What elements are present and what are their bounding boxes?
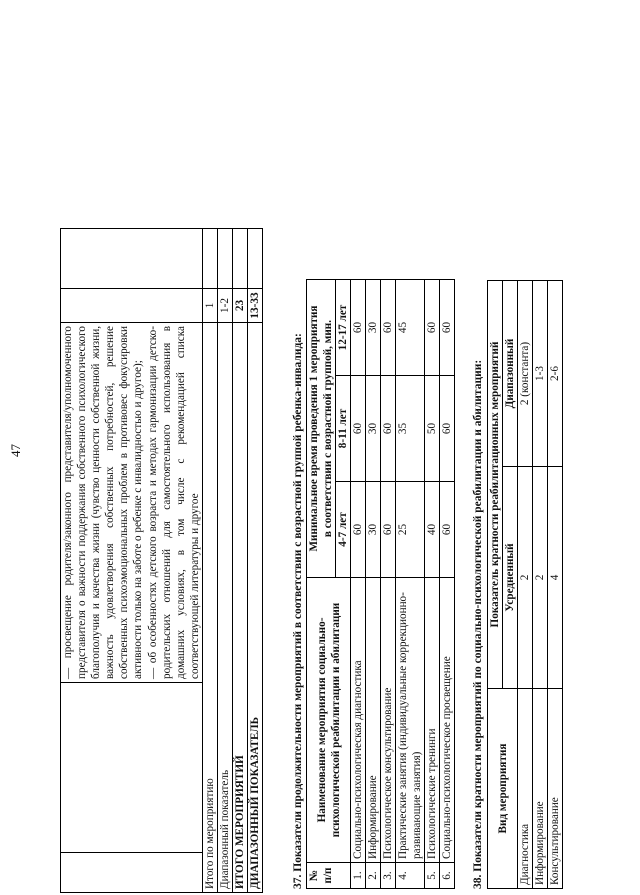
- table-row: [61, 229, 203, 893]
- table-cell: [61, 853, 203, 893]
- row-value: 30: [366, 280, 381, 376]
- row-value: 60: [440, 280, 455, 376]
- row-name: Информирование: [366, 578, 381, 863]
- col-header-group: Показатель кратности реабилитационных мероприятий: [488, 281, 503, 689]
- row-value: 1: [203, 289, 218, 323]
- page-number: 47: [8, 444, 23, 457]
- table-37-caption: 37. Показатели продолжительности мероприятий в соответствии с возрастной группой ребенка-инвалида:: [292, 333, 304, 889]
- row-name: Практические занятия (индивидуальные коррекционно-развивающие занятия): [396, 578, 425, 863]
- table-cell: [61, 683, 203, 853]
- row-value: 45: [396, 280, 425, 376]
- age-header: 4-7 лет: [336, 482, 351, 578]
- row-label: Итого по мероприятию: [203, 323, 218, 893]
- row-value: 35: [396, 376, 425, 482]
- table-row: [351, 280, 366, 889]
- content-paragraph: — просвещение родителя/законного представителя/уполномоченного представителя о важности поддержания собственного психологического благополучия и качества жизни (чувство ценности собственной жизни, важность удовлетворения собственных потребностей, решение собственных психоэмоциональных проблем в противовес фокусировки активности только на заботе о ребенке с инвалидностью и другое);: [62, 326, 144, 679]
- row-name: Консультирование: [548, 689, 563, 889]
- row-num: 2.: [366, 863, 381, 889]
- row-name: Психологические тренинги: [425, 578, 440, 863]
- row-num: 6.: [440, 863, 455, 889]
- row-value: 60: [425, 280, 440, 376]
- row-name: Диагностика: [518, 689, 533, 889]
- table-row: [425, 280, 440, 889]
- row-name: Психологическое консультирование: [381, 578, 396, 863]
- col-header-num: № п/п: [307, 863, 351, 889]
- row-value: 30: [366, 482, 381, 578]
- table-header-row: [488, 281, 503, 889]
- row-avg: 4: [548, 467, 563, 689]
- row-value: 60: [351, 482, 366, 578]
- table-row: [203, 229, 218, 893]
- table-row: [218, 229, 233, 893]
- row-num: 3.: [381, 863, 396, 889]
- row-name: Информирование: [533, 689, 548, 889]
- row-value: 1-2: [218, 289, 233, 323]
- row-label: Диапазонный показатель: [218, 323, 233, 893]
- row-value: 30: [366, 376, 381, 482]
- col-header-time: Минимальное время проведения 1 мероприятия: [307, 280, 322, 578]
- table-cell: [248, 229, 263, 289]
- col-header-range: Диапазонный: [503, 281, 518, 467]
- table-row: [548, 281, 563, 889]
- age-header: 12-17 лет: [336, 280, 351, 376]
- row-range: 2-6: [548, 281, 563, 467]
- row-value: 25: [396, 482, 425, 578]
- row-name: Социально-психологическое просвещение: [440, 578, 455, 863]
- measures-summary-table: [60, 228, 263, 893]
- table-row: [248, 229, 263, 893]
- row-value: 60: [440, 482, 455, 578]
- row-num: 5.: [425, 863, 440, 889]
- row-name: Социально-психологическая диагностика: [351, 578, 366, 863]
- row-avg: 2: [533, 467, 548, 689]
- table-cell: [218, 229, 233, 289]
- row-value: 60: [381, 280, 396, 376]
- row-value: 60: [381, 482, 396, 578]
- row-value: 50: [425, 376, 440, 482]
- row-value: 60: [440, 376, 455, 482]
- table-row: [533, 281, 548, 889]
- row-range: 1-3: [533, 281, 548, 467]
- age-header: 8-11 лет: [336, 376, 351, 482]
- table-row: [396, 280, 425, 889]
- table-row: [381, 280, 396, 889]
- content-cell: [61, 323, 203, 683]
- col-header-name: Наименование мероприятия социально-психологической реабилитации и абилитации: [307, 578, 351, 863]
- range-label: ДИАПАЗОННЫЙ ПОКАЗАТЕЛЬ: [248, 323, 263, 893]
- duration-table: [306, 279, 455, 889]
- row-value: 60: [351, 280, 366, 376]
- total-label: ИТОГО МЕРОПРИЯТИЙ: [233, 323, 248, 893]
- table-row: [518, 281, 533, 889]
- col-header-time-sub: в соответствии с возрастной группой, мин.: [321, 280, 336, 578]
- frequency-table: [487, 280, 563, 889]
- row-value: 60: [381, 376, 396, 482]
- table-38-caption: 38. Показатели кратности мероприятий по социально-психологической реабилитации и абилитации:: [472, 359, 484, 889]
- row-num: 4.: [396, 863, 425, 889]
- row-num: 1.: [351, 863, 366, 889]
- table-row: [233, 229, 248, 893]
- content-paragraph: — об особенностях детского возраста и методах гармонизации детско-родительских отношений для самостоятельного использования в домашних условиях, в том числе с рекомендацией списка соответствующей литературы и другое: [147, 326, 201, 679]
- row-range: 2 (константа): [518, 281, 533, 467]
- table-header-row: [307, 280, 322, 889]
- table-row: [366, 280, 381, 889]
- table-cell: [61, 229, 203, 289]
- col-header-type: Вид мероприятия: [488, 689, 518, 889]
- row-value: 60: [351, 376, 366, 482]
- row-value: 40: [425, 482, 440, 578]
- table-row: [440, 280, 455, 889]
- table-cell: [233, 229, 248, 289]
- table-cell: [203, 229, 218, 289]
- total-value: 23: [233, 289, 248, 323]
- range-value: 13-33: [248, 289, 263, 323]
- table-cell: [61, 289, 203, 323]
- col-header-avg: Усредненный: [503, 467, 518, 689]
- row-avg: 2: [518, 467, 533, 689]
